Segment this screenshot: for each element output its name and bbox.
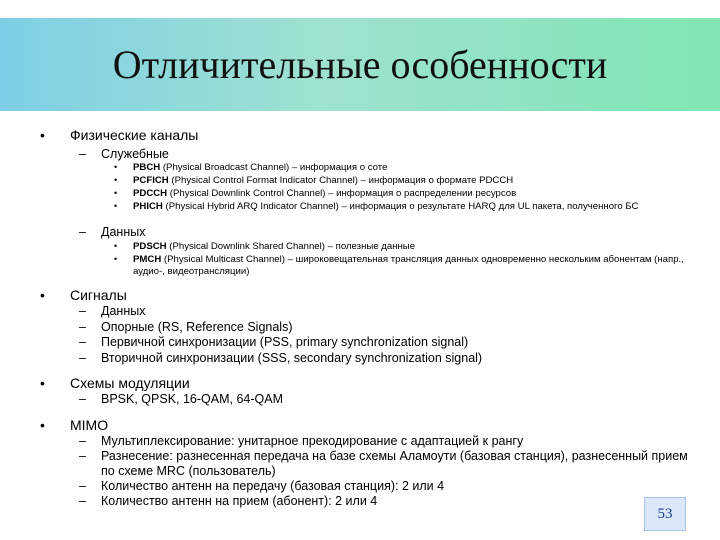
- bullet-mimo: • MIMO: [70, 417, 108, 433]
- mimo-item: – Количество антенн на прием (абонент): 2 или 4: [101, 494, 377, 508]
- channel-desc: (Physical Downlink Control Channel) – информация о распределении ресурсов: [167, 188, 517, 199]
- signal-item: – Первичной синхронизации (PSS, primary synchronization signal): [101, 335, 468, 349]
- bullet-modulation: • Схемы модуляции: [70, 375, 190, 391]
- bullet-signals: • Сигналы: [70, 287, 127, 303]
- channel-item-pdcch: [133, 188, 693, 200]
- channel-desc: (Physical Multicast Channel) – широковещательная трансляция данных одновременно нескольким абонентам (напр., аудио-, видеотрансляции): [133, 254, 684, 277]
- modulation-item: – BPSK, QPSK, 16-QAM, 64-QAM: [101, 392, 283, 406]
- channel-code: PCFICH: [133, 175, 169, 186]
- channel-item-pbch: [133, 162, 693, 174]
- slide-title: Отличительные особенности: [112, 42, 608, 87]
- channel-item-pcfich: [133, 175, 693, 187]
- subitem-control-channels: – Служебные: [101, 147, 169, 161]
- signal-item: – Опорные (RS, Reference Signals): [101, 320, 293, 334]
- channel-item-phich: [133, 201, 693, 213]
- channel-desc: (Physical Broadcast Channel) – информация о соте: [160, 162, 388, 173]
- bullet-physical-channels: • Физические каналы: [70, 127, 198, 143]
- channel-desc: (Physical Control Format Indicator Channel) – информация о формате PDCCH: [168, 175, 514, 186]
- mimo-item: – Разнесение: разнесенная передача на базе схемы Аламоути (базовая станция), разнесенный прием по схеме MRC (пользователь): [101, 449, 691, 479]
- channel-code: PBCH: [133, 162, 161, 173]
- channel-code: PMCH: [133, 254, 162, 265]
- subitem-data-channels: – Данных: [101, 225, 145, 239]
- channel-code: PDCCH: [133, 188, 168, 199]
- channel-item-pdsch: [133, 241, 693, 253]
- channel-code: PHICH: [133, 201, 163, 212]
- channel-item-pmch: [133, 254, 693, 277]
- mimo-item: – Мультиплексирование: унитарное прекодирование с адаптацией к рангу: [101, 434, 691, 448]
- signal-item: – Данных: [101, 304, 145, 318]
- signal-item: – Вторичной синхронизации (SSS, secondary synchronization signal): [101, 351, 482, 365]
- mimo-item: – Количество антенн на передачу (базовая станция): 2 или 4: [101, 479, 444, 493]
- page-number: 53: [657, 506, 673, 522]
- channel-desc: (Physical Hybrid ARQ Indicator Channel) – информация о результате HARQ для UL пакета, полученного БС: [162, 201, 639, 212]
- channel-desc: (Physical Downlink Shared Channel) – полезные данные: [166, 241, 416, 252]
- channel-code: PDSCH: [133, 241, 167, 252]
